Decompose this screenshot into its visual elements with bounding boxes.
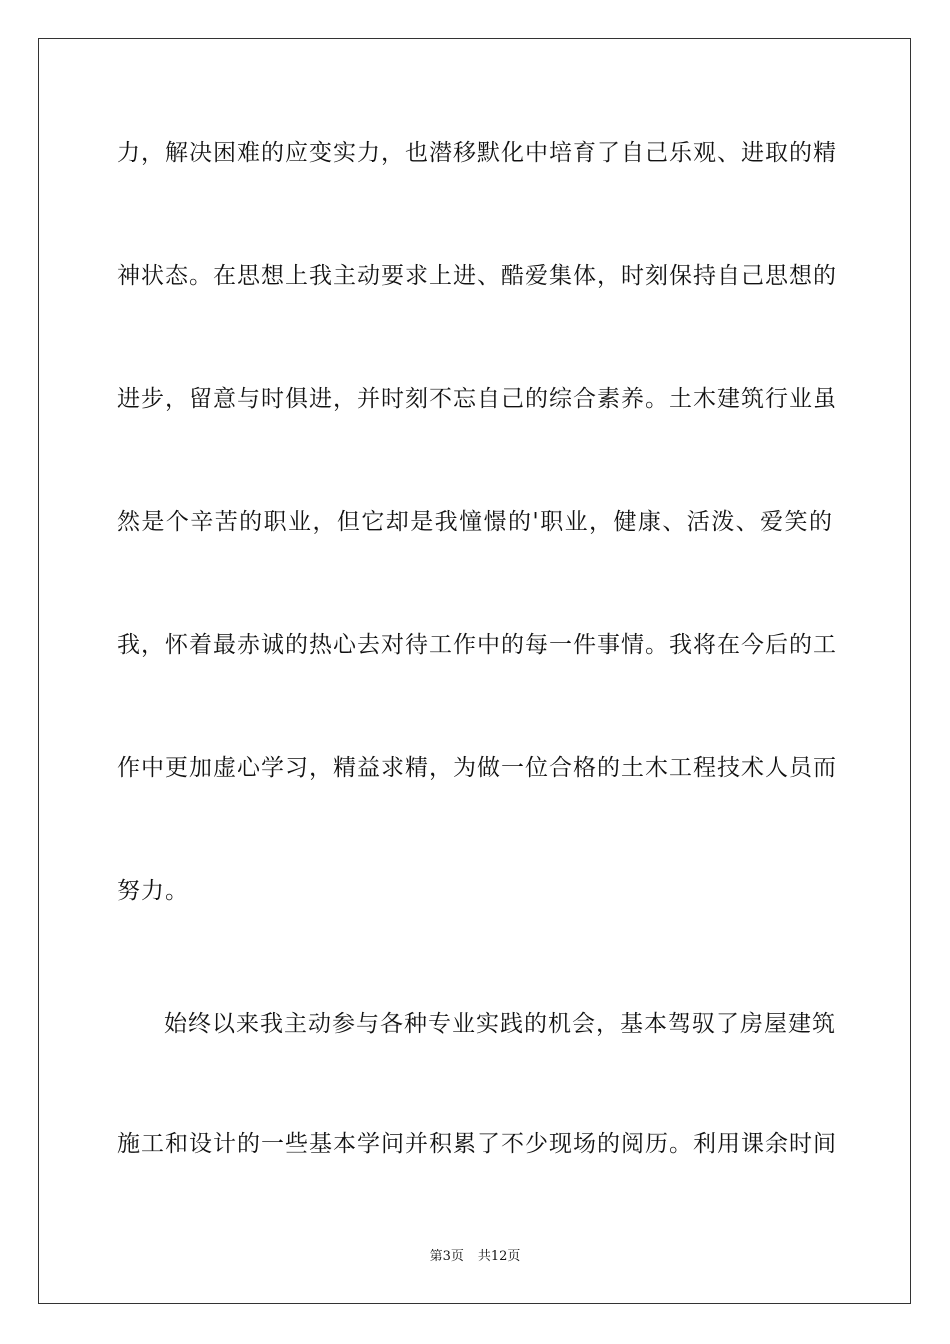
- paragraph-line: 我，怀着最赤诚的热心去对待工作中的每一件事情。我将在今后的工: [117, 632, 837, 658]
- paragraph-line: 努力。: [117, 878, 189, 904]
- paragraph-line: 始终以来我主动参与各种专业实践的机会，基本驾驭了房屋建筑: [164, 1011, 836, 1037]
- page-total: 共12页: [477, 1249, 521, 1264]
- paragraph-line: 力，解决困难的应变实力，也潜移默化中培育了自己乐观、进取的精: [117, 140, 837, 166]
- page-footer: [0, 1248, 950, 1266]
- paragraph-line: 作中更加虚心学习，精益求精，为做一位合格的土木工程技术人员而: [117, 755, 837, 781]
- page-border: [38, 38, 911, 1304]
- paragraph-line: 进步，留意与时俱进，并时刻不忘自己的综合素养。土木建筑行业虽: [117, 386, 837, 412]
- paragraph-line: 施工和设计的一些基本学问并积累了不少现场的阅历。利用课余时间: [117, 1131, 837, 1157]
- page-number: 第3页: [429, 1249, 464, 1264]
- paragraph-line: 然是个辛苦的职业，但它却是我憧憬的'职业，健康、活泼、爱笑的: [117, 509, 833, 535]
- paragraph-line: 神状态。在思想上我主动要求上进、酷爱集体，时刻保持自己思想的: [117, 263, 837, 289]
